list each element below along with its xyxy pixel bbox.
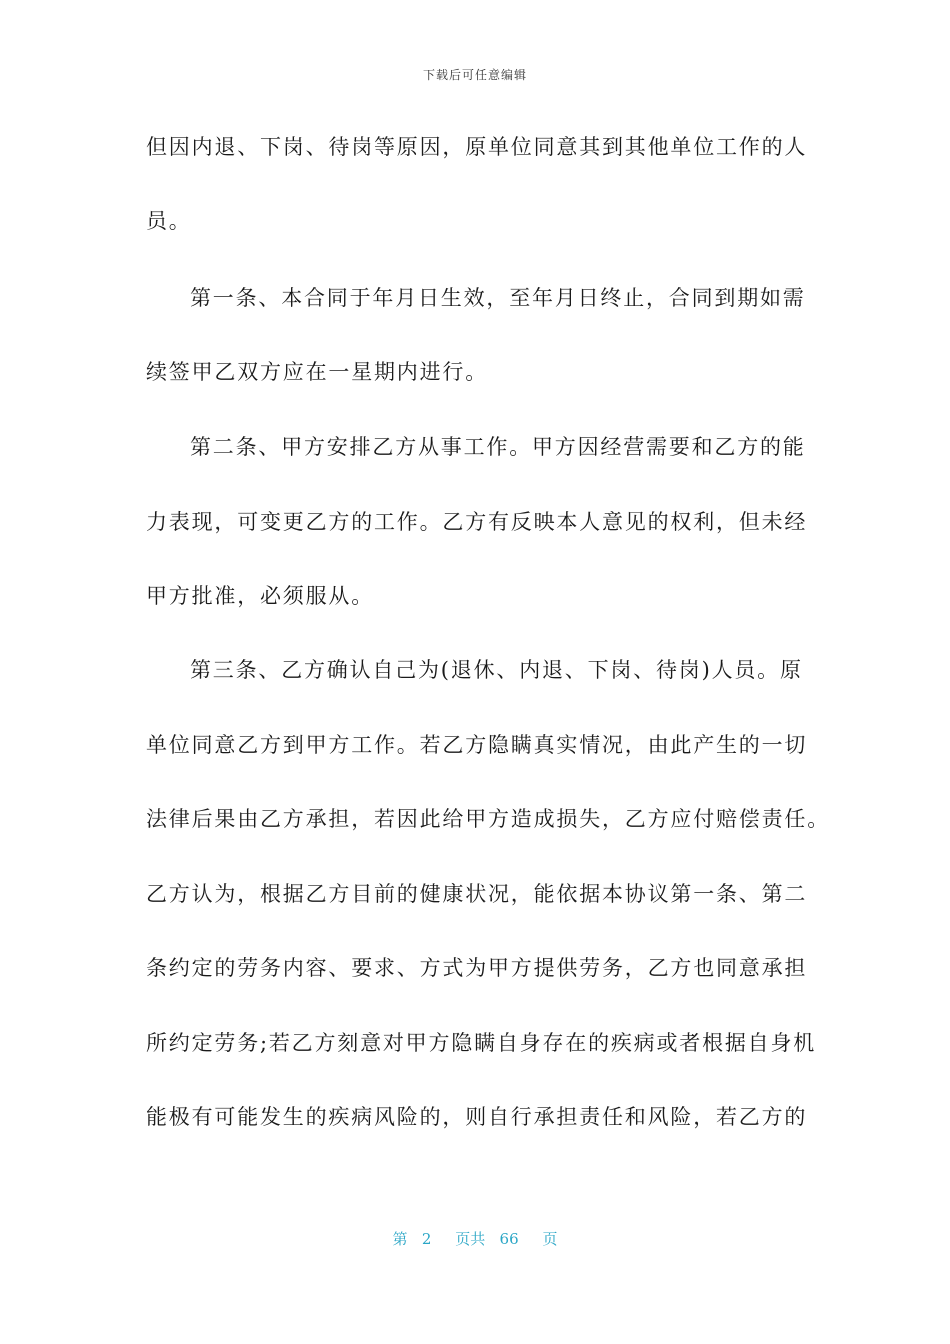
text-line: 能极有可能发生的疾病风险的，则自行承担责任和风险，若乙方的 [146,1105,808,1129]
current-page-number: 2 [421,1230,432,1248]
text-line: 甲方批准，必须服从。 [146,584,374,608]
text-line: 续签甲乙双方应在一星期内进行。 [146,360,488,384]
text-line: 单位同意乙方到甲方工作。若乙方隐瞒真实情况，由此产生的一切 [146,733,808,757]
footer-prefix: 第 [392,1230,408,1248]
text-line: 力表现，可变更乙方的工作。乙方有反映本人意见的权利，但未经 [146,510,808,534]
footer-middle: 页共 [455,1230,486,1248]
page-header: 下载后可任意编辑 [422,68,527,82]
total-page-count: 66 [499,1230,519,1248]
text-line: 员。 [146,209,192,233]
paragraph-first-line: 第三条、乙方确认自己为(退休、内退、下岗、待岗)人员。原 [190,658,803,682]
footer-suffix: 页 [542,1230,558,1248]
text-line: 但因内退、下岗、待岗等原因，原单位同意其到其他单位工作的人 [146,135,808,159]
paragraph-first-line: 第二条、甲方安排乙方从事工作。甲方因经营需要和乙方的能 [190,435,806,459]
text-line: 法律后果由乙方承担，若因此给甲方造成损失，乙方应付赔偿责任。 [146,807,830,831]
text-line: 条约定的劳务内容、要求、方式为甲方提供劳务，乙方也同意承担 [146,956,808,980]
text-line: 乙方认为，根据乙方目前的健康状况，能依据本协议第一条、第二 [146,882,808,906]
paragraph-first-line: 第一条、本合同于年月日生效，至年月日终止，合同到期如需 [190,286,806,310]
page-footer [0,1228,950,1249]
text-line: 所约定劳务;若乙方刻意对甲方隐瞒自身存在的疾病或者根据自身机 [146,1031,817,1055]
